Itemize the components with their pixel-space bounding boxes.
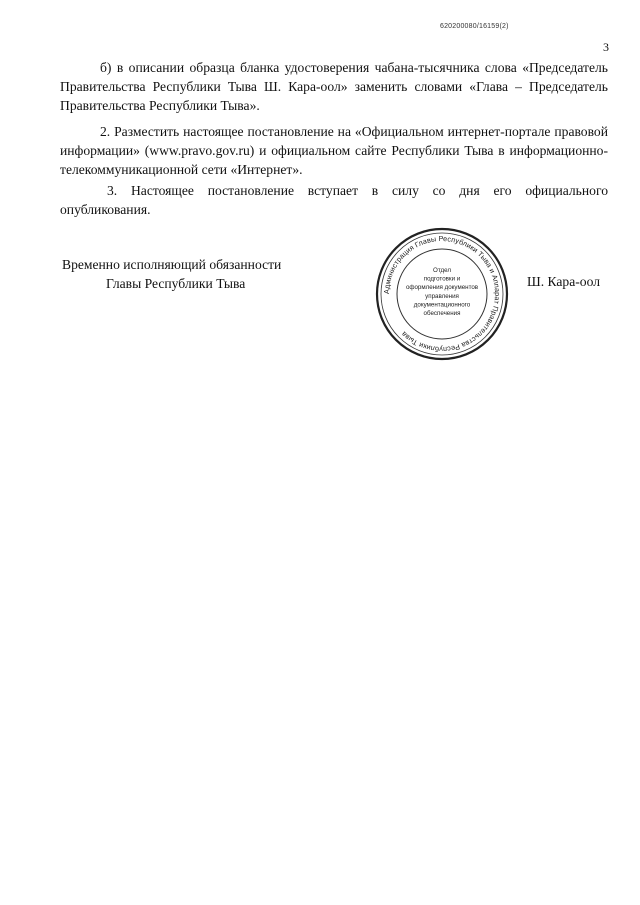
seal-center-text — [406, 267, 479, 317]
seal-center-line: обеспечения — [423, 310, 461, 317]
paragraph-b: б) в описании образца бланка удостоверения чабана-тысячника слова «Председатель Правительства Республики Тыва Ш. Кара-оол» заменить словами «Глава – Председатель Правительства Республики Тыва». — [60, 60, 608, 113]
seal-center-line: подготовки и — [423, 275, 461, 283]
signatory-name: Ш. Кара-оол — [527, 274, 600, 289]
paragraph-2: 2. Разместить настоящее постановление на «Официальном интернет-портале правовой информации» (www.pravo.gov.ru) и официальном сайте Республики Тыва в информационно-телекоммуникационной сети «Интернет». — [60, 124, 608, 177]
page-number: 3 — [603, 40, 609, 54]
seal-center-line: документационного — [413, 301, 471, 309]
paragraph-3: 3. Настоящее постановление вступает в силу со дня его официального опубликования. — [60, 183, 608, 217]
seal-center-line: оформления документов — [405, 284, 479, 292]
document-id: 620200080/16159(2) — [440, 23, 509, 30]
signatory-title — [62, 255, 281, 293]
seal-ring-text: Администрация Главы Республики Тыва и Аппарат Правительства Республики Тыва — [381, 233, 503, 355]
official-seal-stamp — [374, 226, 510, 362]
seal-center-line: Отдел — [433, 267, 451, 274]
seal-center-line: управления — [425, 292, 459, 300]
signatory-title-line2: Главы Республики Тыва — [106, 276, 246, 291]
signatory-title-line1: Временно исполняющий обязанности — [62, 257, 282, 272]
